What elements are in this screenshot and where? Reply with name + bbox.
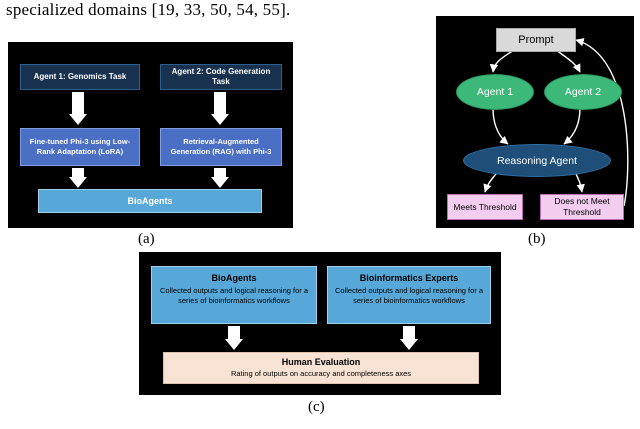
human-evaluation-box — [163, 352, 479, 384]
does-not-meet-threshold-box: Does not Meet Threshold — [540, 194, 624, 220]
bioagents-source-desc: Collected outputs and logical reasoning for a series of bioinformatics workflows — [159, 286, 308, 306]
reasoning-agent-ellipse: Reasoning Agent — [463, 144, 611, 177]
human-evaluation-desc: Rating of outputs on accuracy and completeness axes — [230, 369, 412, 378]
experts-source-desc: Collected outputs and logical reasoning for a series of bioinformatics workflows — [334, 286, 483, 306]
meets-threshold-box: Meets Threshold — [447, 194, 523, 220]
bioagents-source-box — [151, 266, 317, 324]
body-text-line: specialized domains [19, 33, 50, 54, 55]. — [6, 0, 291, 19]
panel-a — [8, 42, 293, 228]
rag-box: Retrieval-Augmented Generation (RAG) with Phi-3 — [160, 128, 282, 166]
caption-c: (c) — [308, 399, 325, 415]
panel-c — [139, 252, 501, 395]
bioagents-source-title: BioAgents — [211, 273, 257, 283]
prompt-box: Prompt — [496, 28, 576, 52]
panel-b — [436, 16, 634, 228]
lora-finetune-box: Fine-tuned Phi-3 using Low-Rank Adaptation (LoRA) — [20, 128, 140, 166]
agent1-genomics-box: Agent 1: Genomics Task — [20, 64, 140, 90]
bioagents-output-box: BioAgents — [38, 189, 262, 213]
agent2-codegen-box: Agent 2: Code Generation Task — [160, 64, 282, 90]
agent2-ellipse: Agent 2 — [544, 74, 622, 110]
caption-b: (b) — [528, 231, 546, 247]
experts-source-title: Bioinformatics Experts — [359, 273, 459, 283]
agent1-ellipse: Agent 1 — [456, 74, 534, 110]
experts-source-box — [327, 266, 491, 324]
human-evaluation-title: Human Evaluation — [281, 357, 361, 367]
caption-a: (a) — [138, 231, 155, 247]
